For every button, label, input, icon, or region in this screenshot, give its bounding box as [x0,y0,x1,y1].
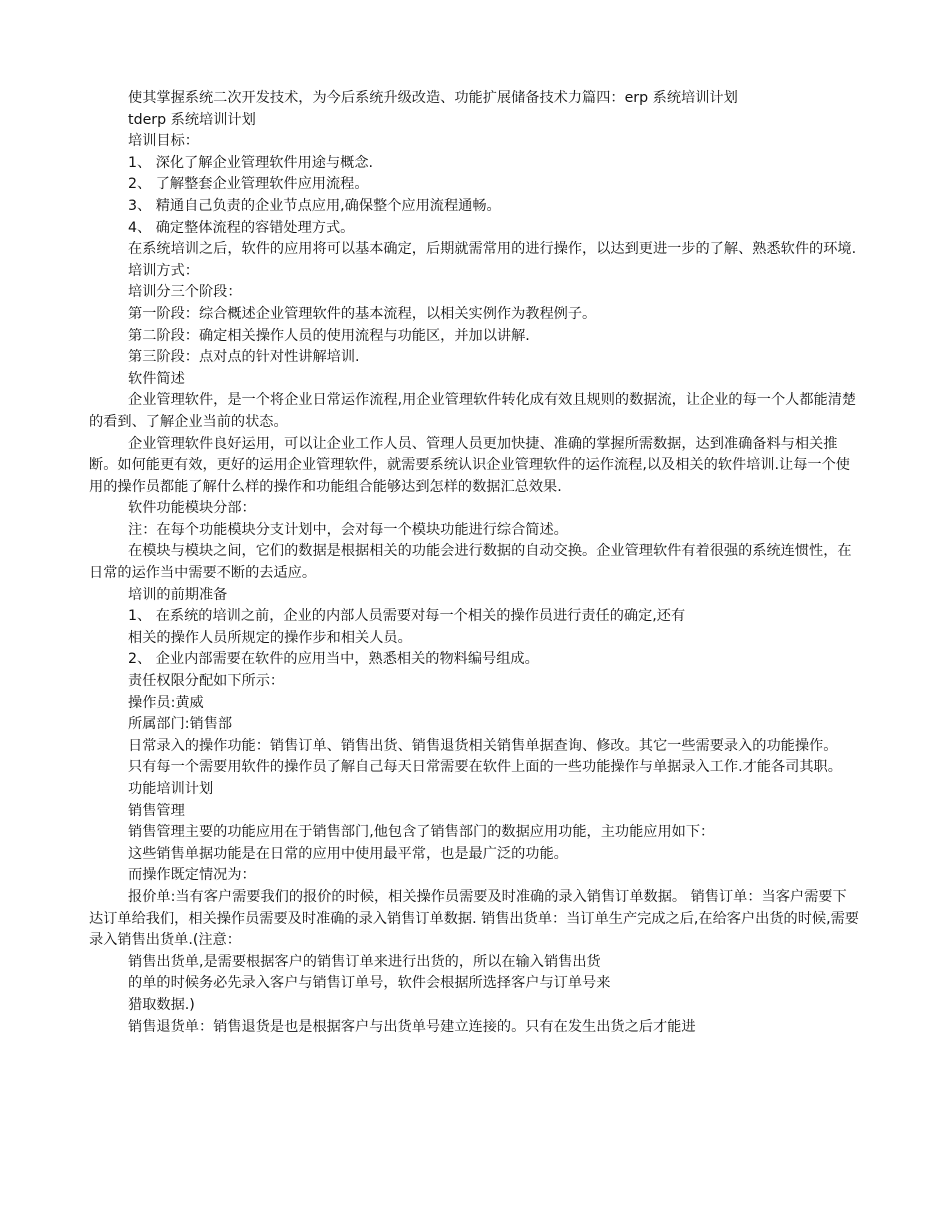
document-paragraph: 培训分三个阶段： [128,284,242,301]
document-paragraph: 猎取数据.) [128,996,195,1013]
document-paragraph: 销售管理主要的功能应用在于销售部门,他包含了销售部门的数据应用功能，主功能应用如下： [128,824,715,841]
document-paragraph: 这些销售单据功能是在日常的应用中使用最平常，也是最广泛的功能。 [128,845,568,862]
document-paragraph: 功能培训计划 [128,781,214,797]
document-paragraph: 而操作既定情况为： [128,867,256,884]
document-paragraph: 2、 了解整套企业管理软件应用流程。 [128,176,369,193]
document-paragraph: 企业管理软件良好运用，可以让企业工作人员、管理人员更加快捷、准确的掌握所需数据，达到准确备料与相关推断。如何能更有效，更好的运用企业管理软件，就需要系统认识企业管理软件的运作流程,以及相关的软件培训.让每一个使用的操作员都能了解什么样的操作和功能组合能够达到怎样的数据汇总效果. [89,435,850,495]
document-paragraph: 销售管理 [128,802,185,819]
document-paragraph: 在系统培训之后，软件的应用将可以基本确定，后期就需常用的进行操作，以达到更进一步的了解、熟悉软件的环境. [128,241,857,258]
document-paragraph: 培训目标： [128,133,199,150]
document-paragraph: 4、 确定整体流程的容错处理方式。 [128,219,355,236]
document-paragraph: 软件简述 [128,370,185,387]
document-paragraph: 销售出货单,是需要根据客户的销售订单来进行出货的，所以在输入销售出货 [128,953,601,970]
document-paragraph: 责任权限分配如下所示： [128,673,285,690]
document-paragraph: 1、 深化了解企业管理软件用途与概念. [128,154,374,171]
document-paragraph: 3、 精通自己负责的企业节点应用,确保整个应用流程通畅。 [128,197,501,214]
document-paragraph: 软件功能模块分部： [128,500,256,517]
document-paragraph: 日常录入的操作功能：销售订单、销售出货、销售退货相关销售单据查询、修改。其它一些需要录入的功能操作。 [128,737,838,754]
document-paragraph: 培训方式： [128,262,199,279]
document-paragraph: 2、 企业内部需要在软件的应用当中，熟悉相关的物料编号组成。 [128,651,539,668]
document-paragraph: 第三阶段：点对点的针对性讲解培训. [128,349,360,366]
document-paragraph: 第一阶段：综合概述企业管理软件的基本流程，以相关实例作为教程例子。 [128,305,597,322]
document-paragraph: 操作员:黄威 [128,694,204,711]
document-paragraph: 相关的操作人员所规定的操作步和相关人员。 [128,629,412,646]
document-paragraph: 培训的前期准备 [128,586,228,603]
document-paragraph: 在模块与模块之间，它们的数据是根据相关的功能会进行数据的自动交换。企业管理软件有着很强的系统连惯性，在日常的运作当中需要不断的去适应。 [89,543,852,582]
document-paragraph: 的单的时候务必先录入客户与销售订单号，软件会根据所选择客户与订单号来 [128,975,611,992]
document-paragraph: tderp 系统培训计划 [128,111,256,128]
document-paragraph: 报价单:当有客户需要我们的报价的时候，相关操作员需要及时准确的录入销售订单数据。 销售订单：当客户需要下达订单给我们，相关操作员需要及时准确的录入销售订单数据. 销售出货单：当订单生产完成之后,在给客户出货的时候,需要录入销售出货单.(注意： [89,888,859,949]
document-paragraph: 只有每一个需要用软件的操作员了解自己每天日常需要在软件上面的一些功能操作与单据录入工作.才能各司其职。 [128,759,842,776]
document-paragraph: 销售退货单：销售退货是也是根据客户与出货单号建立连接的。只有在发生出货之后才能进 [128,1018,696,1035]
document-paragraph: 1、 在系统的培训之前，企业的内部人员需要对每一个相关的操作员进行责任的确定,还有 [128,608,686,625]
document-paragraph: 所属部门:销售部 [128,716,233,733]
document-paragraph: 第二阶段：确定相关操作人员的使用流程与功能区，并加以讲解. [128,327,530,344]
document-paragraph: 使其掌握系统二次开发技术，为今后系统升级改造、功能扩展储备技术力篇四：erp 系统培训计划 [128,90,738,106]
document-paragraph: 企业管理软件，是一个将企业日常运作流程,用企业管理软件转化成有效且规则的数据流，让企业的每一个人都能清楚的看到、了解企业当前的状态。 [89,392,857,430]
document-paragraph: 注：在每个功能模块分支计划中，会对每一个模块功能进行综合简述。 [128,521,568,538]
